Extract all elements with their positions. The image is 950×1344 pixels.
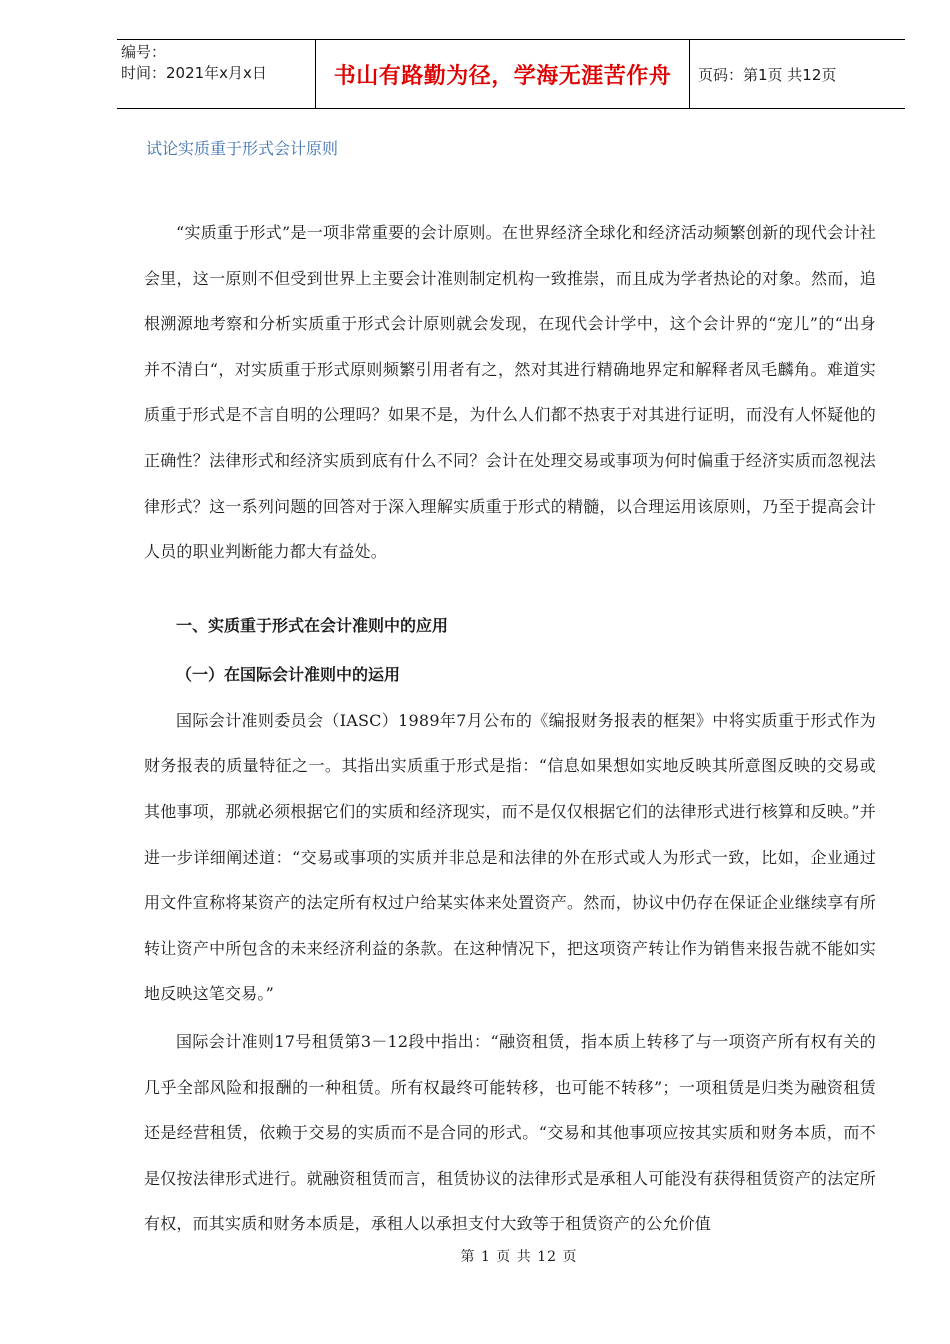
document-title: 试论实质重于形式会计原则: [146, 139, 339, 158]
document-header: [117, 39, 905, 109]
header-page-info: 页码：第1页 共12页: [698, 65, 837, 84]
section-heading: 一、实质重于形式在会计准则中的应用: [176, 615, 449, 635]
body-paragraph-2: 国际会计准则17号租赁第3－12段中指出：“融资租赁，指本质上转移了与一项资产所有权有关的几乎全部风险和报酬的一种租赁。所有权最终可能转移，也可能不转移”；一项租赁是归类为融资租赁还是经营租赁，依赖于交易的实质而不是合同的形式。“交易和其他事项应按其实质和财务本质，而不是仅按法律形式进行。就融资租赁而言，租赁协议的法律形式是承租人可能没有获得租赁资产的法定所有权，而其实质和财务本质是，承租人以承担支付大致等于租赁资产的公允价值: [144, 1031, 876, 1234]
body-paragraph-1: 国际会计准则委员会（IASC）1989年7月公布的《编报财务报表的框架》中将实质重于形式作为财务报表的质量特征之一。其指出实质重于形式是指：“信息如果想如实地反映其所意图反映的交易或其他事项，那就必须根据它们的实质和经济现实，而不是仅仅根据它们的法律形式进行核算和反映。”并进一步详细阐述道：“交易或事项的实质并非总是和法律的外在形式或人为形式一致，比如，企业通过用文件宣称将某资产的法定所有权过户给某实体来处置资产。然而，协议中仍存在保证企业继续享有所转让资产中所包含的未来经济利益的条款。在这种情况下，把这项资产转让作为销售来报告就不能如实地反映这笔交易。”: [144, 710, 876, 1004]
header-meta-cell: [117, 40, 315, 108]
subsection-heading: （一）在国际会计准则中的运用: [176, 664, 401, 684]
number-label: 编号：: [121, 43, 167, 61]
time-label: 时间：2021年x月x日: [121, 64, 267, 82]
intro-paragraph: “实质重于形式”是一项非常重要的会计原则。在世界经济全球化和经济活动频繁创新的现代会计社会里，这一原则不但受到世界上主要会计准则制定机构一致推崇，而且成为学者热论的对象。然而，追根溯源地考察和分析实质重于形式会计原则就会发现，在现代会计学中，这个会计界的“宠儿”的“出身并不清白“，对实质重于形式原则频繁引用者有之，然对其进行精确地界定和解释者凤毛麟角。难道实质重于形式是不言自明的公理吗？如果不是，为什么人们都不热衷于对其进行证明，而没有人怀疑他的正确性？法律形式和经济实质到底有什么不同？会计在处理交易或事项为何时偏重于经济实质而忽视法律形式？这一系列问题的回答对于深入理解实质重于形式的精髓，以合理运用该原则，乃至于提高会计人员的职业判断能力都大有益处。: [144, 223, 876, 562]
page-footer: 第 1 页 共 12 页: [460, 1249, 578, 1265]
document-body: [144, 210, 876, 1247]
header-motto: 书山有路勤为径，学海无涯苦作舟: [315, 40, 690, 108]
